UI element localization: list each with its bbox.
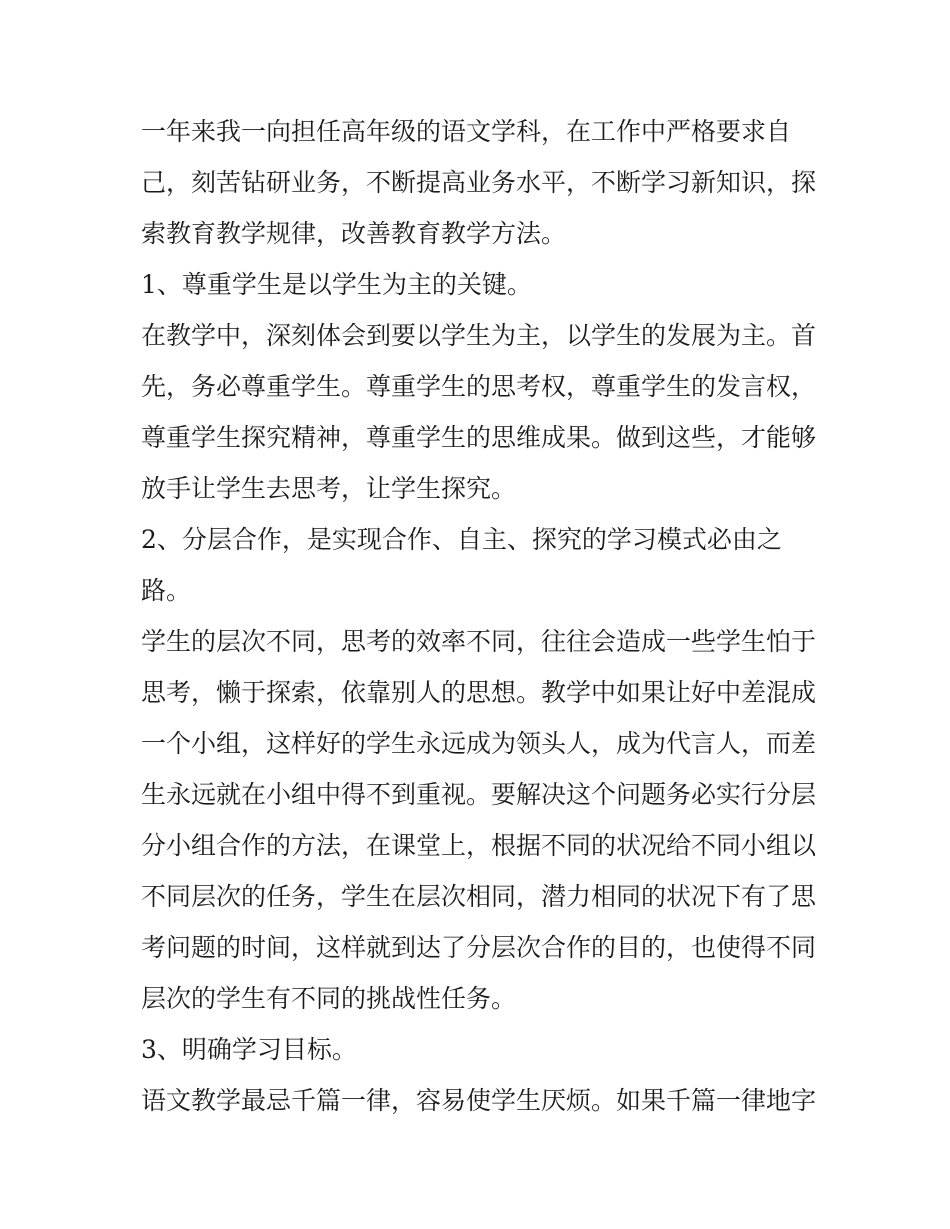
text-line: 生永远就在小组中得不到重视。要解决这个问题务必实行分层: [141, 780, 817, 809]
text-line: 不同层次的任务，学生在层次相同，潜力相同的状况下有了思: [141, 882, 817, 911]
section-heading-2: 2、分层合作，是实现合作、自主、探究的学习模式必由之: [141, 525, 782, 554]
text-line: 层次的学生有不同的挑战性任务。: [141, 984, 517, 1013]
text-line: 学生的层次不同，思考的效率不同，往往会造成一些学生怕于: [141, 627, 817, 656]
document-body: [141, 106, 821, 1126]
text-line: 语文教学最忌千篇一律，容易使学生厌烦。如果千篇一律地字: [141, 1086, 817, 1115]
text-line: 在教学中，深刻体会到要以学生为主，以学生的发展为主。首: [141, 321, 817, 350]
text-line: 索教育教学规律，改善教育教学方法。: [141, 219, 567, 248]
text-line: 考问题的时间，这样就到达了分层次合作的目的，也使得不同: [141, 933, 817, 962]
text-line: 一年来我一向担任高年级的语文学科，在工作中严格要求自: [141, 117, 792, 146]
section-heading-2-cont: 路。: [141, 576, 192, 605]
text-line: 分小组合作的方法，在课堂上，根据不同的状况给不同小组以: [141, 831, 817, 860]
section-heading-3: 3、明确学习目标。: [141, 1035, 357, 1064]
text-line: 思考，懒于探索，依靠别人的思想。教学中如果让好中差混成: [141, 678, 817, 707]
text-line: 放手让学生去思考，让学生探究。: [141, 474, 517, 503]
text-line: 先，务必尊重学生。尊重学生的思考权，尊重学生的发言权，: [141, 372, 817, 401]
section-heading-1: 1、尊重学生是以学生为主的关键。: [141, 270, 532, 299]
text-line: 一个小组，这样好的学生永远成为领头人，成为代言人，而差: [141, 729, 817, 758]
text-line: 己，刻苦钻研业务，不断提高业务水平，不断学习新知识，探: [141, 168, 817, 197]
text-line: 尊重学生探究精神，尊重学生的思维成果。做到这些，才能够: [141, 423, 817, 452]
